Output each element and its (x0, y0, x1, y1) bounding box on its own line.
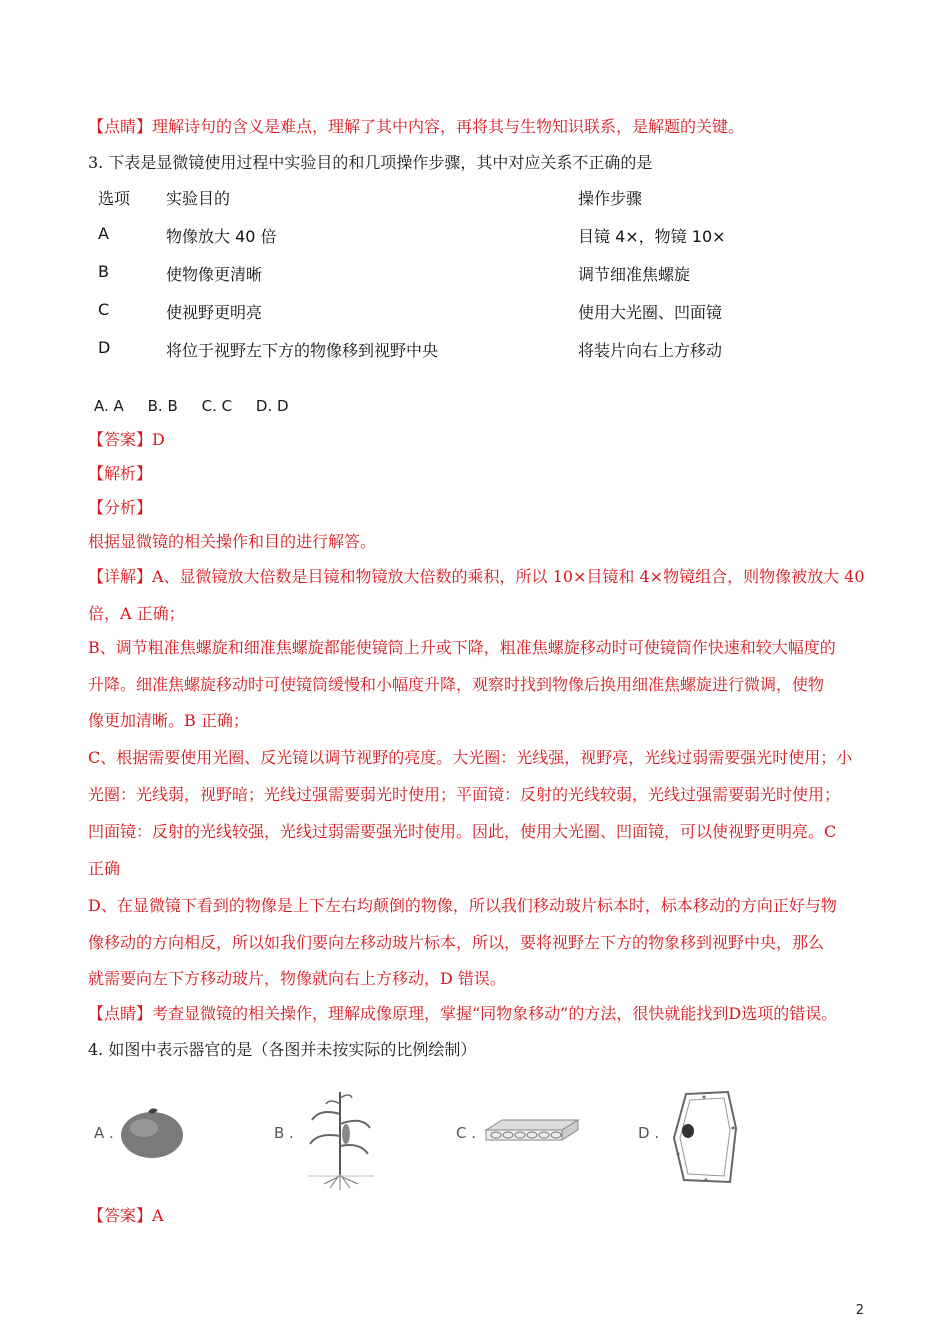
page-number: 2 (855, 1303, 864, 1318)
fenxi-label: 【分析】 (88, 498, 153, 517)
question-4-answer: 【答案】A (88, 1206, 164, 1225)
header-option: 选项 (98, 189, 131, 208)
row-option: D (98, 338, 111, 357)
question-3-options: A. A B. B C. C D. D (94, 397, 289, 415)
analysis-label: 【解析】 (88, 464, 153, 483)
row-option: A (98, 224, 109, 243)
detail-line: 凹面镜：反射的光线较强，光线过弱需要强光时使用。因此，使用大光圈、凹面镜，可以使视野更明亮。C (88, 822, 837, 841)
question-3-answer: 【答案】D (88, 430, 165, 449)
tomato-figure (118, 1102, 190, 1162)
fenxi-text: 根据显微镜的相关操作和目的进行解答。 (88, 532, 377, 551)
row-option: C (98, 300, 110, 319)
detail-line: 升降。细准焦螺旋移动时可使镜筒缓慢和小幅度升降，观察时找到物像后换用细准焦螺旋进行微调，使物 (88, 675, 825, 694)
plant-cell-figure (664, 1088, 744, 1188)
question-3-comment: 【点睛】考查显微镜的相关操作，理解成像原理，掌握“同物象移动”的方法，很快就能找到D选项的错误。 (88, 1004, 838, 1023)
detail-line: 倍，A 正确； (88, 604, 185, 623)
detail-line: 【详解】A、显微镜放大倍数是目镜和物镜放大倍数的乘积，所以 10×目镜和 4×物镜组合，则物像被放大 40 (88, 567, 865, 586)
figure-b-label: B . (274, 1124, 294, 1142)
header-steps: 操作步骤 (578, 189, 643, 208)
detail-line: 光圈：光线弱，视野暗；光线过强需要弱光时使用；平面镜：反射的光线较弱，光线过强需要弱光时使用； (88, 785, 841, 804)
question-3-stem: 3. 下表是显微镜使用过程中实验目的和几项操作步骤，其中对应关系不正确的是 (88, 153, 653, 172)
detail-line: D、在显微镜下看到的物像是上下左右均颠倒的物像，所以我们移动玻片标本时，标本移动的方向正好与物 (88, 896, 837, 915)
detail-line: 正确 (88, 859, 121, 878)
detail-line: C、根据需要使用光圈、反光镜以调节视野的亮度。大光圈：光线强，视野亮，光线过弱需要强光时使用；小 (88, 748, 853, 767)
question-4-stem: 4. 如图中表示器官的是（各图并未按实际的比例绘制） (88, 1040, 477, 1059)
detail-line: 像移动的方向相反，所以如我们要向左移动玻片标本，所以，要将视野左下方的物象移到视野中央，那么 (88, 933, 825, 952)
tissue-figure (482, 1116, 582, 1146)
row-steps: 使用大光圈、凹面镜 (578, 303, 723, 322)
row-purpose: 将位于视野左下方的物像移到视野中央 (166, 341, 439, 360)
figure-d-label: D . (638, 1124, 660, 1142)
row-steps: 将装片向右上方移动 (578, 341, 723, 360)
detail-line: B、调节粗准焦螺旋和细准焦螺旋都能使镜筒上升或下降，粗准焦螺旋移动时可使镜筒作快速和较大幅度的 (88, 638, 836, 657)
row-steps: 目镜 4×，物镜 10× (578, 227, 726, 246)
detail-line: 像更加清晰。B 正确； (88, 711, 249, 730)
corn-plant-figure (300, 1084, 380, 1194)
row-purpose: 使物像更清晰 (166, 265, 263, 284)
detail-line: 就需要向左下方移动玻片，物像就向右上方移动，D 错误。 (88, 969, 506, 988)
row-steps: 调节细准焦螺旋 (578, 265, 691, 284)
header-purpose: 实验目的 (166, 189, 231, 208)
figure-a-label: A . (94, 1124, 114, 1142)
row-purpose: 物像放大 40 倍 (166, 227, 277, 246)
row-option: B (98, 262, 109, 281)
previous-question-comment: 【点睛】理解诗句的含义是难点，理解了其中内容，再将其与生物知识联系，是解题的关键。 (88, 117, 745, 136)
row-purpose: 使视野更明亮 (166, 303, 263, 322)
figure-c-label: C . (456, 1124, 477, 1142)
